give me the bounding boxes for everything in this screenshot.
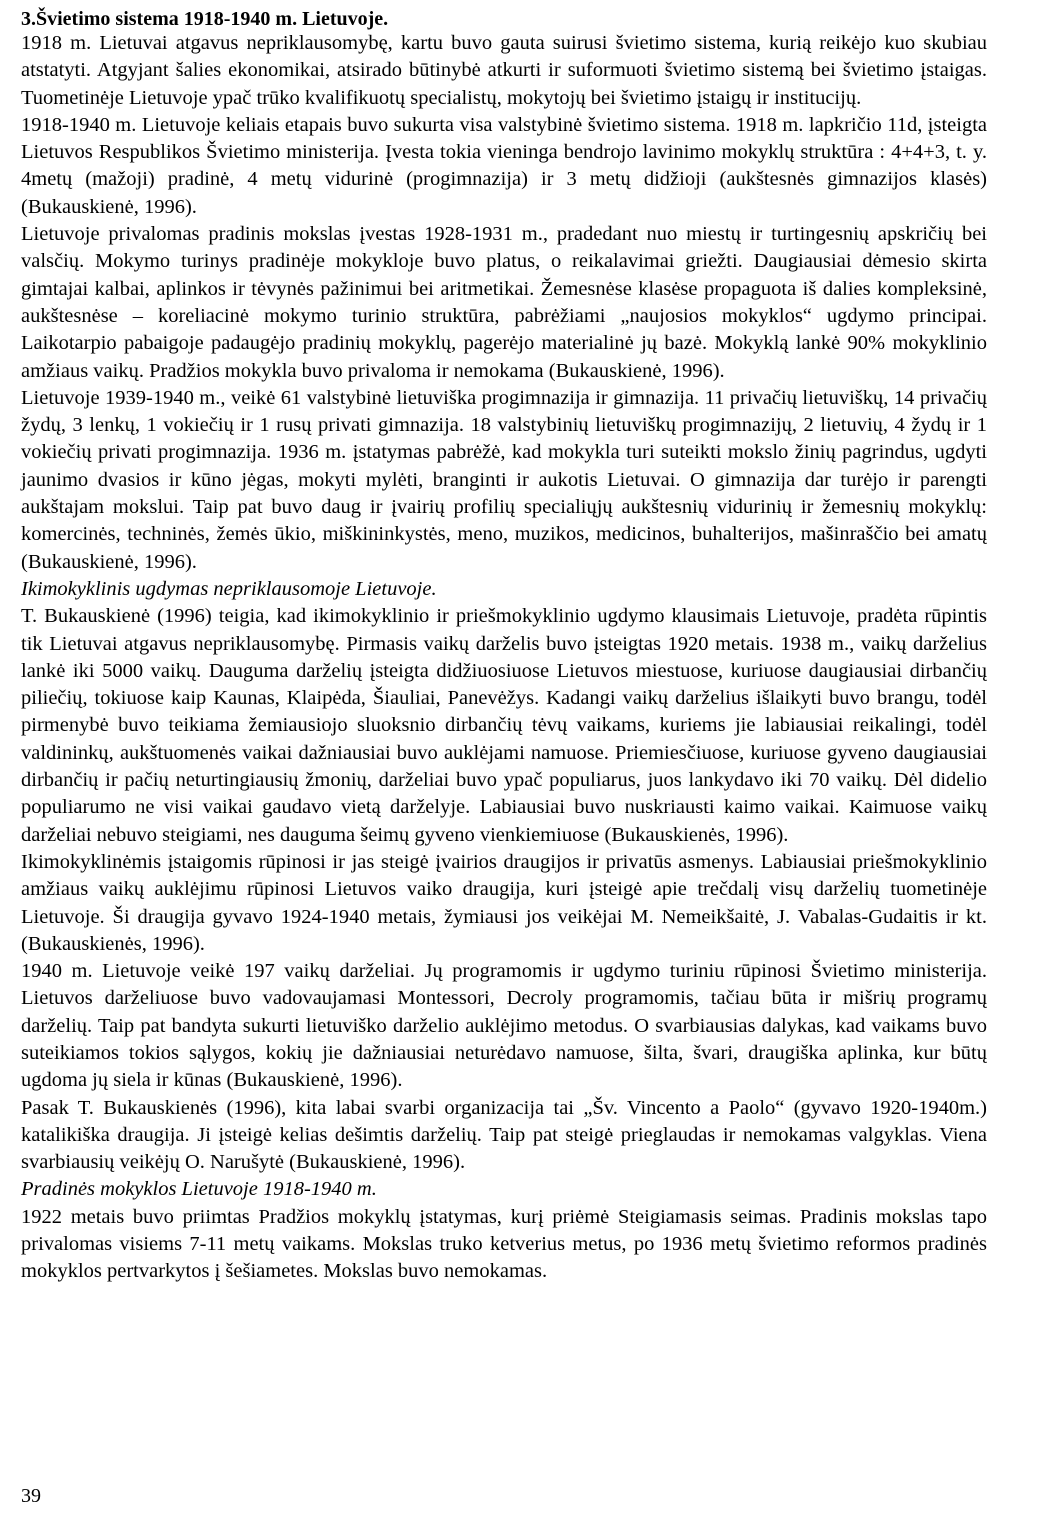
paragraph: 1940 m. Lietuvoje veikė 197 vaikų darželiai. Jų programomis ir ugdymo turiniu rūpinosi Švietimo ministerija. Lietuvos darželiuose buvo vadovaujamasi Montessori, Decroly programomis, tačiau būta ir mišrių programų darželių. Taip pat bandyta sukurti lietuviško darželio auklėjimo metodus. O svarbiausias dalykas, kad vaikams buvo suteikiamos tokios sąlygos, kokių jie dažniausiai neturėdavo namuose, šilta, švari, draugiška aplinka, kur būtų ugdoma jų siela ir kūnas (Bukauskienė, 1996). xyxy=(21,960,987,1092)
paragraph: 1922 metais buvo priimtas Pradžios mokyklų įstatymas, kurį priėmė Steigiamasis seimas. Pradinis mokslas tapo privalomas visiems 7-11 metų vaikams. Mokslas truko ketverius metus, po 1936 metų švietimo reformos pradinės mokyklos pertvarkytos į šešiametes. Mokslas buvo nemokamas. xyxy=(21,1205,987,1283)
paragraph: Lietuvoje privalomas pradinis mokslas įvestas 1928-1931 m., pradedant nuo miestų ir turtingesnių apskričių bei valsčių. Mokymo turinys pradinėje mokykloje buvo platus, o reikalavimai griežti. Daugiausiai dėmesio skirta gimtajai kalbai, aplinkos ir tėvynės pažinimui bei aritmetikai. Žemesnėse klasėse propaguota iš dalies kompleksinė, aukštesnėse – koreliacinė mokymo turinio struktūra, pabrėžiami „naujosios mokyklos“ ugdymo principai. Laikotarpio pabaigoje padaugėjo pradinių mokyklų, pagerėjo materialinė jų bazė. Mokyklą lankė 90% mokyklinio amžiaus vaikų. Pradžios mokykla buvo privaloma ir nemokama (Bukauskienė, 1996). xyxy=(21,223,987,382)
paragraph: Ikimokyklinėmis įstaigomis rūpinosi ir jas steigė įvairios draugijos ir privatūs asmenys. Labiausiai priešmokyklinio amžiaus vaikų auklėjimu rūpinosi Lietuvos vaiko draugija, kuri įsteigė apie trečdalį visų darželių tuometinėje Lietuvoje. Ši draugija gyvavo 1924-1940 metais, žymiausi jos veikėjai M. Nemeikšaitė, J. Vabalas-Gudaitis ir kt. (Bukauskienės, 1996). xyxy=(21,850,987,955)
paragraph: Pasak T. Bukauskienės (1996), kita labai svarbi organizacija tai „Šv. Vincento a Paolo“ (gyvavo 1920-1940m.) katalikiška draugija. Ji įsteigė kelias dešimtis darželių. Taip pat steigė prieglaudas ir nemokamas valgyklas. Viena svarbiausių veikėjų O. Narušytė (Bukauskienė, 1996). xyxy=(21,1096,987,1174)
paragraph: Lietuvoje 1939-1940 m., veikė 61 valstybinė lietuviška progimnazija ir gimnazija. 11 privačių lietuviškų, 14 privačių žydų, 3 lenkų, 1 vokiečių ir 1 rusų privati gimnazija. 18 valstybinių lietuviškų progimnazijų, 2 lietuvių, 4 žydų ir 1 vokiečių privati progimnazija. 1936 m. įstatymas pabrėžė, kad mokykla turi suteikti mokslo žinių pagrindus, ugdyti jaunimo dvasios ir kūno jėgas, mokyti mylėti, branginti ir aukotis Lietuvai. O gimnazija dar turėjo ir parengti aukštajam mokslui. Taip pat buvo daug ir įvairių profilių specialiųjų aukštesnių vidurinių ir žemesnių mokyklų: komercinės, techninės, žemės ūkio, miškininkystės, meno, muzikos, medicinos, buhalterijos, mašinraščio bei amatų (Bukauskienė, 1996). xyxy=(21,386,987,573)
subheading-preschool: Ikimokyklinis ugdymas nepriklausomoje Lietuvoje. xyxy=(21,577,437,600)
document-page xyxy=(21,8,987,1286)
paragraph: 1918 m. Lietuvai atgavus nepriklausomybę, kartu buvo gauta suirusi švietimo sistema, kurią reikėjo kuo skubiau atstatyti. Atgyjant šalies ekonomikai, atsirado būtinybė atkurti ir suformuoti švietimo sistemą bei švietimo įstaigas. Tuometinėje Lietuvoje ypač trūko kvalifikuotų specialistų, mokytojų bei švietimo įstaigų ir institucijų. xyxy=(21,32,987,109)
paragraph: 1918-1940 m. Lietuvoje keliais etapais buvo sukurta visa valstybinė švietimo sistema. 1918 m. lapkričio 11d, įsteigta Lietuvos Respublikos Švietimo ministerija. Įvesta tokia vieninga bendrojo lavinimo mokyklų struktūra : 4+4+3, t. y. 4metų (mažoji) pradinė, 4 metų vidurinė (progimnazija) ir 3 metų didžioji (aukštesnės gimnazijos klasės) (Bukauskienė, 1996). xyxy=(21,113,987,218)
subheading-primary-schools: Pradinės mokyklos Lietuvoje 1918-1940 m. xyxy=(21,1178,377,1201)
paragraph: T. Bukauskienė (1996) teigia, kad ikimokyklinio ir priešmokyklinio ugdymo klausimais Lietuvoje, pradėta rūpintis tik Lietuvai atgavus nepriklausomybę. Pirmasis vaikų darželis buvo įsteigtas 1920 metais. 1938 m., vaikų darželius lankė iki 5000 vaikų. Dauguma darželių įsteigta didžiuosiuose Lietuvos miestuose, kuriuose daugiausiai dirbančių piliečių, tokiuose kaip Kaunas, Klaipėda, Šiauliai, Panevėžys. Kadangi vaikų darželius išlaikyti buvo brangu, todėl pirmenybė buvo teikiama žemiausiojo sluoksnio dirbančių tėvų vaikams, kuriems jie labiausiai reikalingi, todėl valdininkų, aukštuomenės vaikai dažniausiai buvo auklėjami namuose. Priemiesčiuose, kuriuose gyveno daugiausiai dirbančių ir pačių neturtingiausių žmonių, darželiai buvo ypač populiarus, juos lankydavo iki 70 vaikų. Dėl didelio populiarumo ne visi vaikai gaudavo vietą darželyje. Labiausiai buvo nuskriausti kaimo vaikai. Kaimuose vaikų darželiai nebuvo steigiami, nes dauguma šeimų gyveno vienkiemiuose (Bukauskienės, 1996). xyxy=(21,605,987,846)
section-heading: 3.Švietimo sistema 1918-1940 m. Lietuvoje. xyxy=(21,8,389,30)
page-number: 39 xyxy=(21,1485,41,1507)
